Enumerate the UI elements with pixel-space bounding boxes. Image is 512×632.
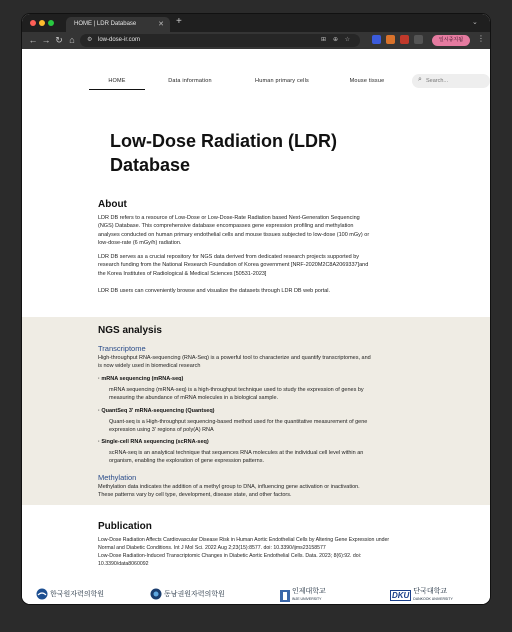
dku-emblem-icon: DKU	[392, 591, 410, 600]
tab-strip	[22, 14, 490, 32]
about-heading: About	[98, 199, 127, 210]
kirams-logo: 한국원자력의학원	[36, 588, 104, 604]
back-icon[interactable]: ←	[28, 35, 38, 45]
extension-icon[interactable]	[372, 35, 381, 44]
nav-human-primary-cells[interactable]: Human primary cells	[255, 78, 309, 84]
url-text: low-dose-ir.com	[98, 37, 141, 43]
search-box[interactable]	[412, 74, 490, 88]
close-window-button[interactable]	[30, 20, 36, 26]
kirams-emblem-icon	[36, 588, 48, 600]
scrna-seq-heading: · Single-cell RNA sequencing (scRNA-seq)	[98, 439, 209, 445]
extension-icon[interactable]	[400, 35, 409, 44]
menu-icon[interactable]: ⋮	[477, 34, 485, 43]
about-paragraph-1: LDR DB refers to a resource of Low-Dose or Low-Dose-Rate Radiation based Next-Generation Sequencing (NGS) Database. This comprehensive database encompasses gene expression profiling and methylation analyses conducted on human primary endothelial cells and mouse tissues subjected to low-dose (100 mGy) or low-dose-rate (6 mGy/h) radiation.	[98, 215, 370, 247]
site-info-icon[interactable]: ⚙	[87, 37, 93, 43]
quantseq-text: Quant-seq is a High-throughput sequencing-based method used for the quantitative measurement of gene expression using 3' regions of poly(A) RNA	[109, 419, 368, 434]
about-paragraph-3: LDR DB users can conveniently browse and visualize the datasets through LDR DB web portal.	[98, 288, 331, 294]
nav-mouse-tissue[interactable]: Mouse tissue	[349, 78, 385, 84]
methylation-text: Methylation data indicates the addition of a methyl group to DNA, influencing gene activation or inactivation. These patterns vary by cell type, development, disease state, and other factors.	[98, 484, 360, 499]
publication-1[interactable]: Low-Dose Radiation Affects Cardiovascular Disease Risk in Human Aortic Endothelial Cells by Altering Gene Expression under Normal and Diabetic Conditions. Int J Mol Sci. 2022 Aug 2;23(15):8577. doi: 10.3390/ijms23158577	[98, 537, 390, 551]
publication-heading: Publication	[98, 521, 152, 532]
maximize-window-button[interactable]	[48, 20, 54, 26]
page-title: Low-Dose Radiation (LDR) Database	[110, 131, 337, 175]
mrna-seq-heading: · mRNA sequencing (mRNA-seq)	[98, 376, 184, 382]
search-input[interactable]	[426, 76, 484, 86]
translate-icon[interactable]: ⊞	[320, 37, 326, 43]
address-bar[interactable]	[80, 34, 360, 47]
bookmark-icon[interactable]: ☆	[344, 37, 350, 43]
nav-data-information[interactable]: Data information	[168, 78, 212, 84]
dirams-logo: 동남권원자력의학원	[150, 588, 225, 604]
ngs-heading: NGS analysis	[98, 325, 162, 336]
scrna-seq-text: scRNA-seq is an analytical technique that sequences RNA molecules at the individual cell level within an organism, enabling the exploration of gene expression patterns.	[109, 450, 364, 465]
methylation-heading: Methylation	[98, 473, 137, 482]
web-page	[22, 49, 490, 604]
dirams-emblem-icon	[150, 588, 162, 600]
transcriptome-text: High-throughput RNA-sequencing (RNA-Seq) is a powerful tool to characterize and quantify transcriptomes, and is now widely used in biomedical research	[98, 355, 371, 370]
zoom-icon[interactable]: ⊕	[332, 37, 338, 43]
ngs-section	[22, 317, 490, 505]
profile-button[interactable]: 일시중지됨	[432, 35, 470, 46]
browser-toolbar	[22, 32, 490, 49]
tab-title: HOME | LDR Database	[74, 21, 137, 27]
forward-icon[interactable]: →	[41, 35, 51, 45]
home-icon[interactable]: ⌂	[69, 35, 75, 45]
inje-emblem-icon	[280, 590, 290, 602]
reload-icon[interactable]: ↻	[55, 35, 63, 45]
extension-icon[interactable]	[386, 35, 395, 44]
tab-close-icon[interactable]: ✕	[158, 21, 164, 28]
dankook-university-logo: DKU 단국대학교 DANKOOK UNIVERSITY	[392, 588, 453, 601]
quantseq-heading: · QuantSeq 3' mRNA-sequencing (Quantseq)	[98, 408, 215, 414]
tab-search-icon[interactable]: ⌄	[472, 19, 478, 26]
about-paragraph-2: LDR DB serves as a crucial repository for NGS data derived from dedicated research projects supported by research funding from the National Research Foundation of Korea government [NRF-2020M2C8A2069337]and the Korea Institutes of Radiological & Medical Sciences [50531-2023]	[98, 254, 369, 277]
minimize-window-button[interactable]	[39, 20, 45, 26]
mrna-seq-text: mRNA sequencing (mRNA-seq) is a high-throughput technique used to study the expression of genes by measuring the abundance of mRNA molecules in a biological sample.	[109, 387, 364, 402]
publication-2[interactable]: Low-Dose Radiation-Induced Transcriptomic Changes in Diabetic Aortic Endothelial Cells. Data. 2023; 8(6):92. doi: 10.3390/data8060092	[98, 553, 362, 567]
side-panel-icon[interactable]	[414, 35, 423, 44]
browser-window	[22, 14, 490, 604]
transcriptome-heading: Transcriptome	[98, 344, 146, 353]
nav-home[interactable]: HOME	[89, 78, 145, 90]
search-icon: ⌕	[418, 76, 422, 83]
inje-university-logo: 인제대학교 INJE UNIVERSITY	[280, 588, 326, 604]
browser-tab[interactable]	[66, 17, 170, 32]
new-tab-button[interactable]: +	[176, 16, 182, 27]
publication-list	[98, 536, 389, 568]
